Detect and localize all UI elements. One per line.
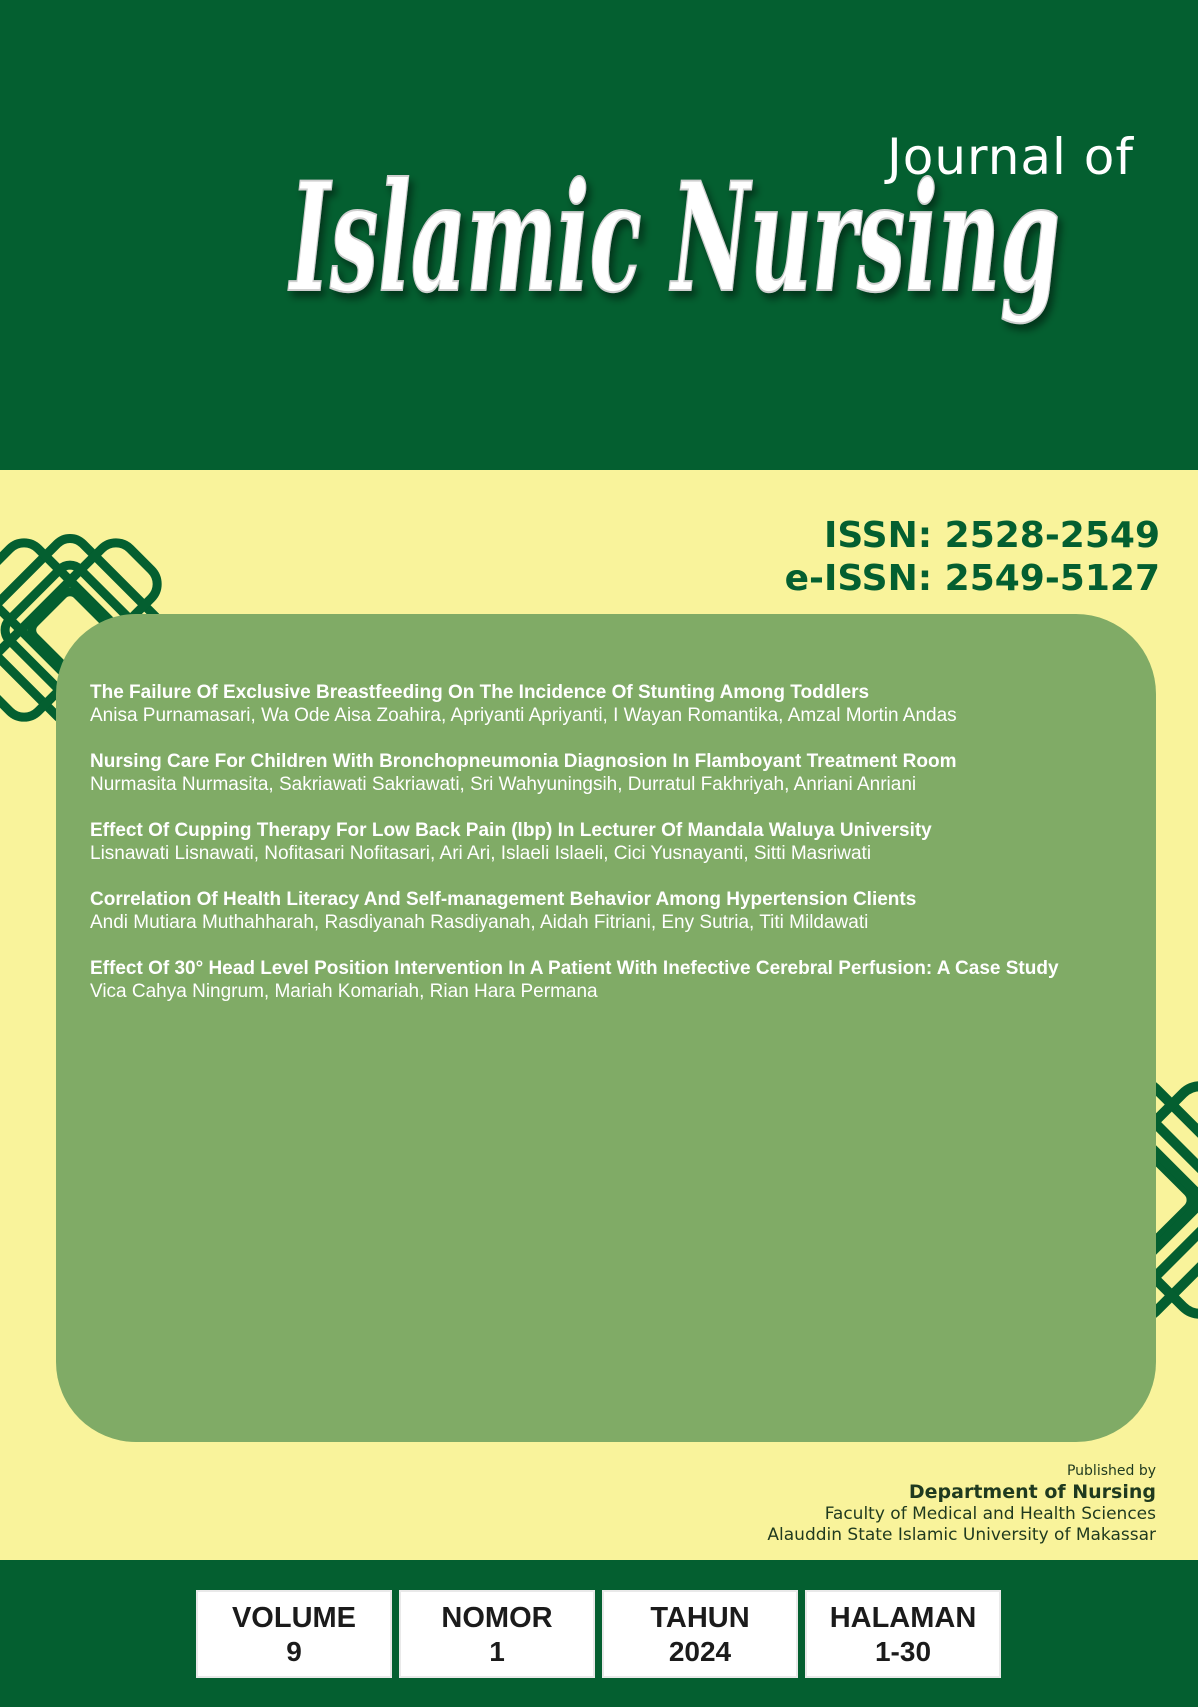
number-value: 1 xyxy=(489,1636,505,1667)
list-item xyxy=(90,681,1130,727)
publisher-faculty: Faculty of Medical and Health Sciences xyxy=(824,1504,1156,1524)
cover-footer xyxy=(0,1560,1198,1707)
issn-block xyxy=(785,514,1160,600)
pages-label: HALAMAN xyxy=(829,1602,977,1634)
article-authors: Lisnawati Lisnawati, Nofitasari Nofitasari, Ari Ari, Islaeli Islaeli, Cici Yusnayanti, Sitti Masriwati xyxy=(90,843,872,864)
article-authors: Anisa Purnamasari, Wa Ode Aisa Zoahira, Apriyanti Apriyanti, I Wayan Romantika, Amzal Mortin Andas xyxy=(90,705,957,726)
year-value: 2024 xyxy=(668,1636,732,1667)
article-authors: Andi Mutiara Muthahharah, Rasdiyanah Rasdiyanah, Aidah Fitriani, Eny Sutria, Titi Mildawati xyxy=(90,912,869,933)
publisher-block xyxy=(767,1462,1156,1546)
volume-label: VOLUME xyxy=(231,1602,357,1634)
issn-electronic: e-ISSN: 2549-5127 xyxy=(784,558,1160,599)
article-title: Effect Of 30° Head Level Position Intervention In A Patient With Inefective Cerebral Perfusion: A Case Study xyxy=(90,958,1059,979)
volume-value: 9 xyxy=(286,1636,302,1667)
list-item xyxy=(90,957,1130,1003)
year-label: TAHUN xyxy=(650,1602,750,1634)
article-title: Effect Of Cupping Therapy For Low Back Pain (lbp) In Lecturer Of Mandala Waluya University xyxy=(90,820,932,841)
list-item xyxy=(90,819,1130,865)
pages-box xyxy=(805,1590,1001,1678)
journal-title-text: Islamic Nursing xyxy=(287,150,1060,326)
number-box xyxy=(399,1590,595,1678)
journal-title-art xyxy=(287,150,1150,350)
article-title: Correlation Of Health Literacy And Self-management Behavior Among Hypertension Clients xyxy=(90,889,917,910)
article-title: Nursing Care For Children With Bronchopneumonia Diagnosion In Flamboyant Treatment Room xyxy=(90,751,957,772)
list-item xyxy=(90,888,1130,934)
number-label: NOMOR xyxy=(441,1602,553,1634)
issn-print: ISSN: 2528-2549 xyxy=(823,515,1160,556)
article-authors: Nurmasita Nurmasita, Sakriawati Sakriawati, Sri Wahyuningsih, Durratul Fakhriyah, Anriani Anriani xyxy=(90,774,917,795)
article-list xyxy=(90,681,1130,1026)
published-by-label: Published by xyxy=(1066,1463,1156,1479)
pages-value: 1-30 xyxy=(874,1636,932,1667)
list-item xyxy=(90,750,1130,796)
journal-of-label: Journal of xyxy=(886,128,1134,186)
article-title: The Failure Of Exclusive Breastfeeding On The Incidence Of Stunting Among Toddlers xyxy=(90,682,870,703)
journal-title xyxy=(287,150,1150,350)
year-box xyxy=(602,1590,798,1678)
publisher-university: Alauddin State Islamic University of Makassar xyxy=(767,1525,1156,1545)
publisher-department: Department of Nursing xyxy=(908,1481,1156,1503)
volume-box xyxy=(196,1590,392,1678)
article-authors: Vica Cahya Ningrum, Mariah Komariah, Rian Hara Permana xyxy=(90,981,598,1002)
